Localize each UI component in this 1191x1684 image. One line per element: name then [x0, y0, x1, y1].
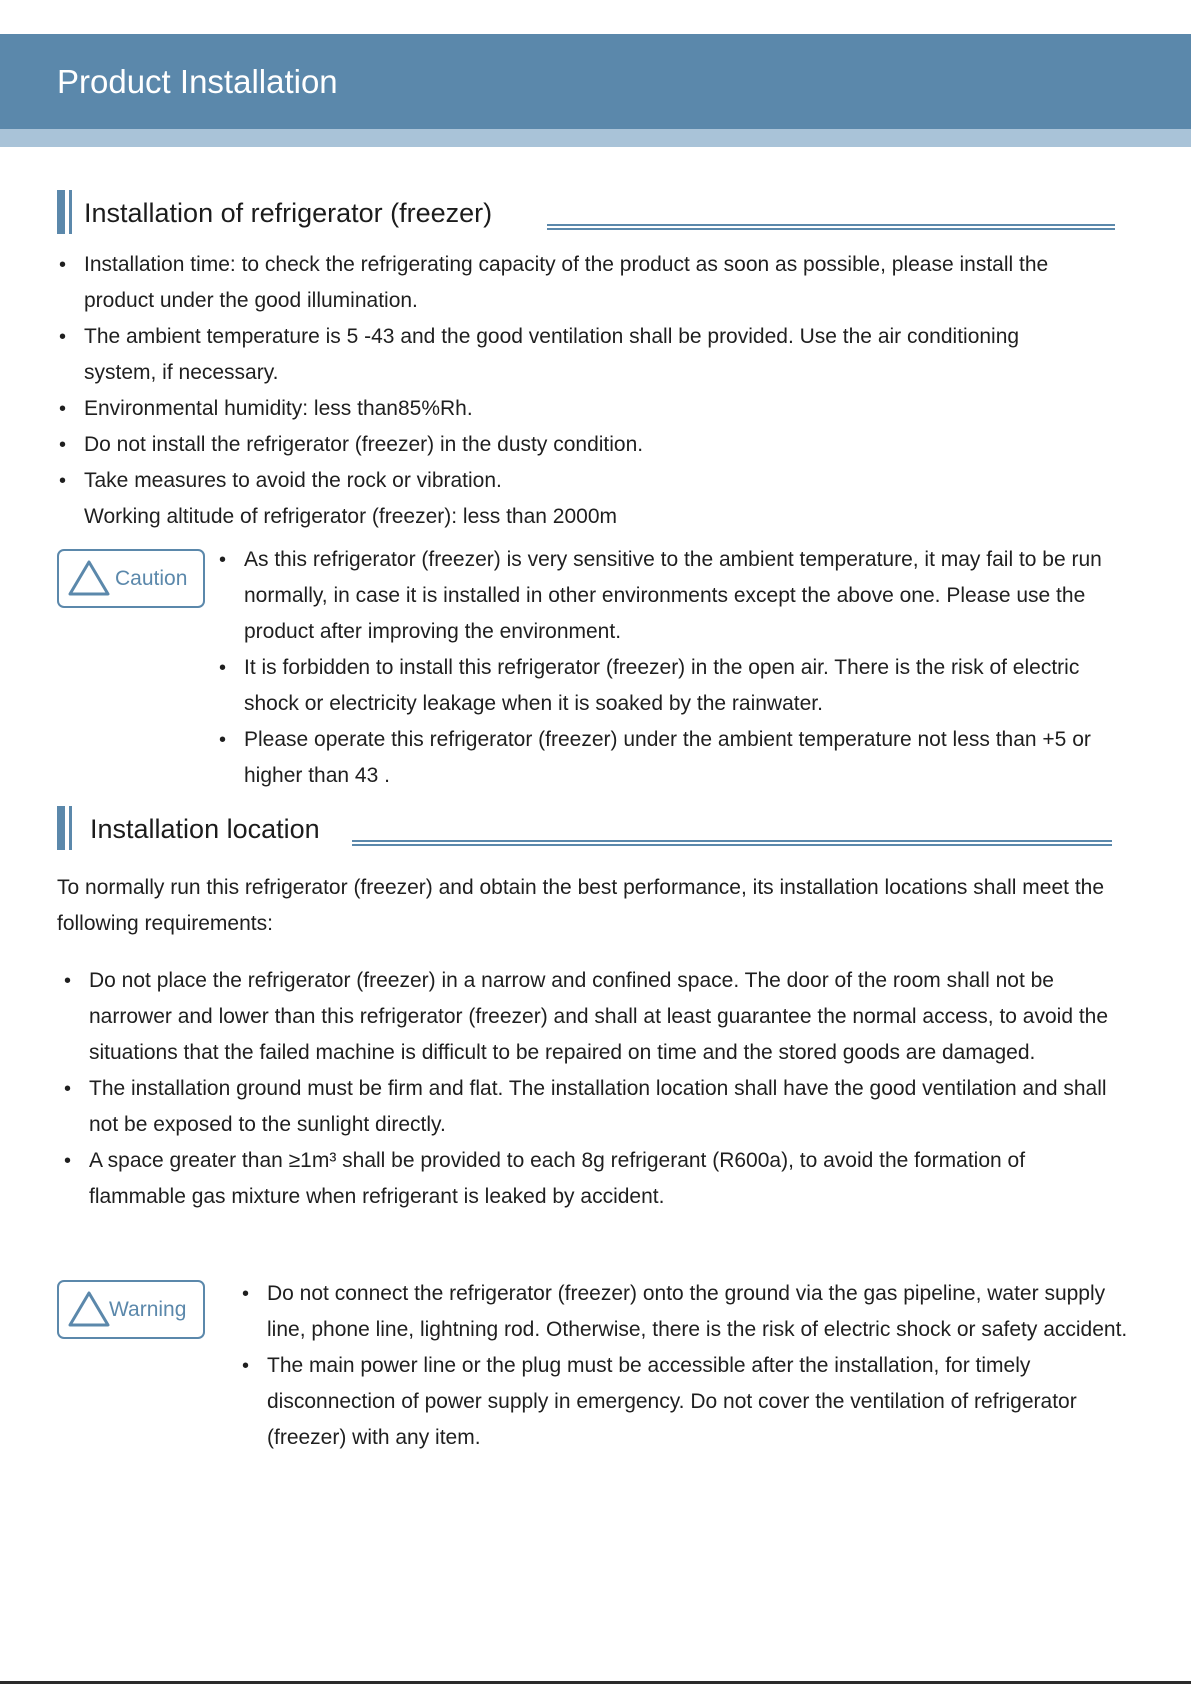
header-sub-band: [0, 129, 1191, 147]
list-item: • It is forbidden to install this refrigerator (freezer) in the open air. There is the risk of electric shock or electricity leakage when it is soaked by the rainwater.: [217, 650, 1137, 722]
list-item: • The main power line or the plug must be accessible after the installation, for timely disconnection of power supply in emergency. Do not cover the ventilation of refrigerator (freezer) with any item.: [240, 1348, 1145, 1456]
list-item: • Do not place the refrigerator (freezer) in a narrow and confined space. The door of the room shall not be narrower and lower than this refrigerator (freezer) and shall at least guarantee the normal access, to avoid the situations that the failed machine is difficult to be repaired on time and the stored goods are damaged.: [62, 963, 1127, 1071]
list-item: • Installation time: to check the refrigerating capacity of the product as soon as possible, please install the product under the good illumination.: [57, 247, 1087, 319]
warning-label: Warning: [109, 1298, 187, 1321]
heading-bar: [57, 190, 65, 234]
caution-bullet-list: [217, 542, 1137, 794]
heading-bar-thin: [69, 190, 72, 234]
section-heading-location: [57, 806, 1117, 850]
working-altitude-line: Working altitude of refrigerator (freezer): less than 2000m: [84, 505, 618, 528]
location-intro: To normally run this refrigerator (freezer) and obtain the best performance, its installation locations shall meet the following requirements:: [57, 876, 1105, 935]
warning-bullet-list: [240, 1276, 1145, 1456]
installation-bullet-list: [57, 247, 1087, 499]
list-item: • Do not connect the refrigerator (freezer) onto the ground via the gas pipeline, water supply line, phone line, lightning rod. Otherwise, there is the risk of electric shock or safety accident.: [240, 1276, 1145, 1348]
warning-badge: [57, 1280, 205, 1339]
list-item: • A space greater than ≥1m³ shall be provided to each 8g refrigerant (R600a), to avoid the formation of flammable gas mixture when refrigerant is leaked by accident.: [62, 1143, 1127, 1215]
list-item: • The installation ground must be firm and flat. The installation location shall have the good ventilation and shall not be exposed to the sunlight directly.: [62, 1071, 1127, 1143]
list-item: • Environmental humidity: less than85%Rh.: [57, 391, 1087, 427]
caution-badge: [57, 549, 205, 608]
location-bullet-list: [62, 963, 1127, 1215]
section-title: Installation of refrigerator (freezer): [84, 198, 493, 228]
page-title: Product Installation: [57, 63, 338, 100]
heading-rule: [352, 840, 1112, 846]
section-title: Installation location: [90, 814, 320, 844]
heading-bar: [57, 806, 65, 850]
heading-rule: [547, 224, 1115, 230]
list-item: • Take measures to avoid the rock or vibration.: [57, 463, 1087, 499]
list-item: • Do not install the refrigerator (freezer) in the dusty condition.: [57, 427, 1087, 463]
list-item: • Please operate this refrigerator (freezer) under the ambient temperature not less than +5 or higher than 43 .: [217, 722, 1137, 794]
warning-triangle-icon: [67, 1290, 111, 1328]
heading-bar-thin: [69, 806, 72, 850]
warning-triangle-icon: [67, 559, 111, 597]
section-heading-installation: [57, 190, 1117, 234]
caution-label: Caution: [115, 567, 188, 590]
list-item: • The ambient temperature is 5 -43 and the good ventilation shall be provided. Use the air conditioning system, if necessary.: [57, 319, 1087, 391]
list-item: • As this refrigerator (freezer) is very sensitive to the ambient temperature, it may fail to be run normally, in case it is installed in other environments except the above one. Please use the product after improving the environment.: [217, 542, 1137, 650]
